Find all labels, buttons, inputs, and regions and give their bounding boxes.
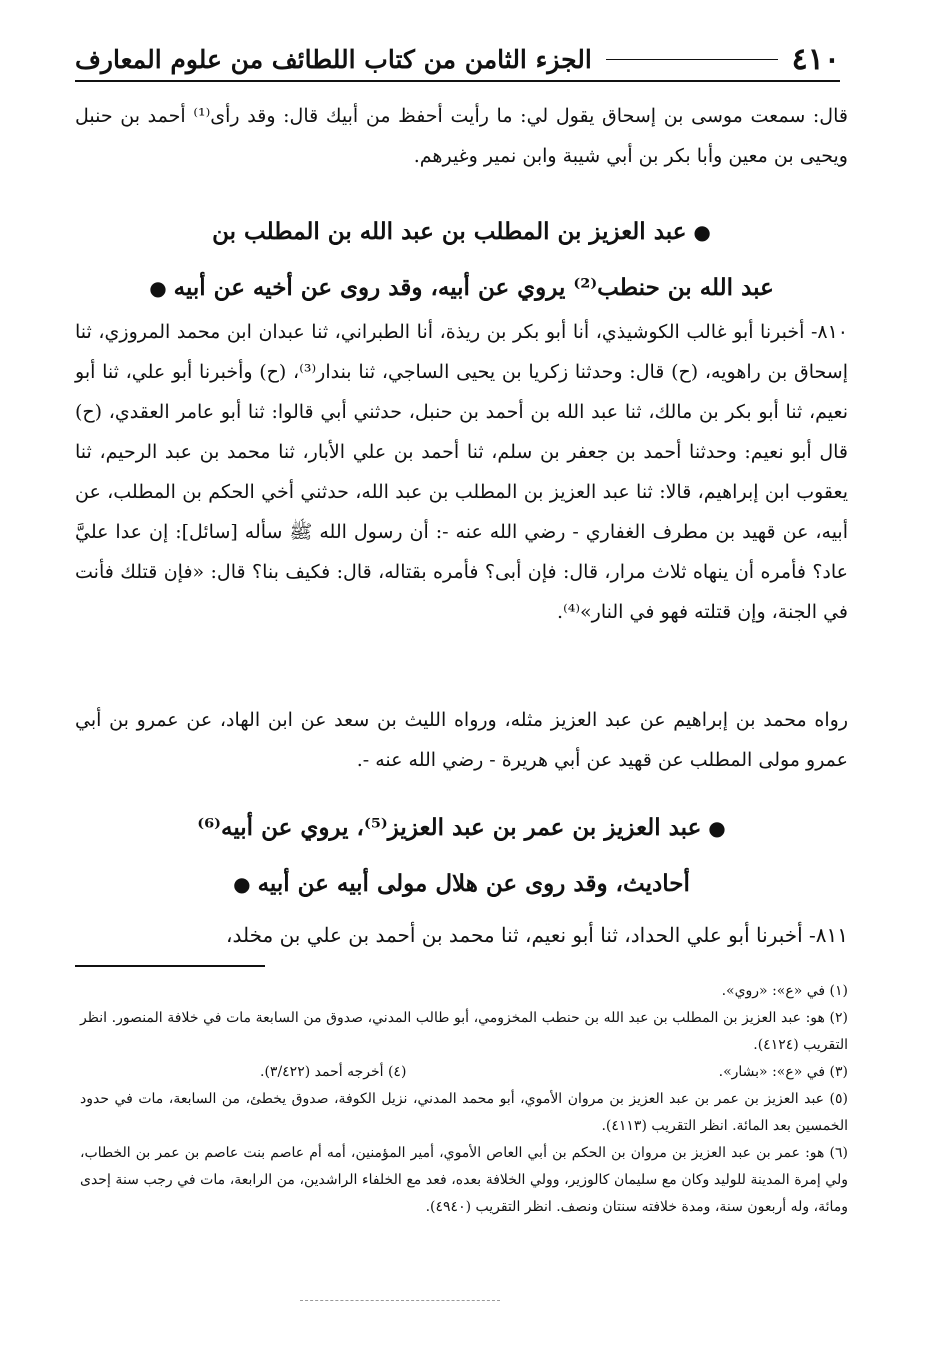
intro-text: قال: سمعت موسى بن إسحاق يقول لي: ما رأيت أحفظ من أبيك قال: وقد رأى⁽¹⁾ أحمد بن حنبل ويحيى بن معين وأبا بكر بن أبي شيبة وابن نمير وغيرهم. [75,105,848,167]
bullet-dot-icon: ● [233,872,258,896]
heading-2-line-1: عبد العزيز بن عمر بن عبد العزيز⁽⁵⁾، يروي عن أبيه⁽⁶⁾ [197,814,702,841]
heading-2-line-2: أحاديث، وقد روى عن هلال مولى أبيه عن أبيه [257,870,690,897]
footnote-4: (٤) أخرجه أحمد (٣/٤٢٢). [260,1064,407,1080]
scan-artifact-line [300,1300,500,1301]
footnote-row-3-4 [80,1059,848,1086]
footnote-separator [75,965,265,967]
page-header [75,38,840,82]
header-rule [606,59,778,60]
bullet-dot-icon: ● [686,220,711,244]
footnote-3: (٣) في «ع»: «بشار». [718,1064,848,1080]
page-number: ٤١٠ [791,41,840,77]
hadith-811-text: ٨١١- أخبرنا أبو علي الحداد، ثنا أبو نعيم، ثنا محمد بن أحمد بن علي بن مخلد، [226,923,848,947]
footnote-2: (٢) هو: عبد العزيز بن المطلب بن عبد الله بن حنطب المخزومي، أبو طالب المدني، صدوق من السابعة مات في خلافة المنصور. انظر التقريب (٤١٢٤). [80,1010,848,1053]
footnote-5: (٥) عبد العزيز بن عمر بن عبد العزيز بن مروان الأموي، أبو محمد المدني، نزيل الكوفة، صدوق يخطئ، من السابعة، مات في حدود الخمسين بعد المائة. انظر التقريب (٤١١٣). [80,1091,848,1134]
bullet-dot-icon: ● [701,816,726,840]
footnote-6: (٦) هو: عمر بن عبد العزيز بن مروان بن الحكم بن أبي العاص الأموي، أمير المؤمنين، أمه أم عاصم بنت عاصم بن عمر بن الخطاب، ولي إمرة المدينة للوليد وكان مع سليمان كالوزير، وولي الخلافة بعده، فعد مع الخلفاء الراشدين، من الرابعة، مات في رجب سنة إحدى ومائة، وله أربعون سنة، ومدة خلافته سنتان ونصف. انظر التقريب (٤٩٤٠). [80,1145,848,1215]
heading-1-line-1: عبد العزيز بن المطلب بن عبد الله بن المطلب بن [212,218,687,245]
intro-paragraph [75,96,848,176]
heading-1 [75,204,848,316]
running-title: الجزء الثامن من كتاب اللطائف من علوم المعارف [75,44,592,74]
heading-1-line-2: عبد الله بن حنطب⁽²⁾ يروي عن أبيه، وقد روى عن أخيه عن أبيه [173,274,774,301]
hadith-810-text: ٨١٠- أخبرنا أبو غالب الكوشيذي، أنا أبو بكر بن ريذة، أنا الطبراني، ثنا عبدان ابن محمد المروزي، ثنا إسحاق بن راهويه، (ح) قال: وحدثنا زكريا بن يحيى الساجي، ثنا بندار⁽³⁾، (ح) وأخبرنا أبو علي، ثنا أبو نعيم، ثنا أبو بكر بن مالك، ثنا عبد الله بن أحمد بن حنبل، حدثني أبي قالوا: ثنا أبو عامر العقدي، (ح) قال أبو نعيم: وحدثنا أحمد بن جعفر بن سلم، ثنا أحمد بن علي الأبار، ثنا محمد بن عبد الرحيم، ثنا يعقوب ابن إبراهيم، قالا: ثنا عبد العزيز بن المطلب بن عبد الله، حدثني أخي الحكم بن المطلب، عن أبيه، عن قهيد بن مطرف الغفاري - رضي الله عنه -: أن رسول الله ﷺ سأله [سائل]: إن عدا عليَّ عاد؟ فأمره أن ينهاه ثلاث مرار، قال: فإن أبى؟ فأمره بقتاله، قال: فكيف بنا؟ قال: «فإن قتلك فأنت في الجنة، وإن قتلته فهو في النار»⁽⁴⁾. [75,321,848,623]
heading-2 [75,800,848,912]
hadith-810 [75,312,848,632]
riwayah-paragraph [75,700,848,780]
hadith-811 [75,915,848,955]
bullet-dot-icon: ● [149,276,174,300]
footnote-1: (١) في «ع»: «روي». [721,983,848,999]
footnotes [80,978,848,1221]
riwayah-text: رواه محمد بن إبراهيم عن عبد العزيز مثله، ورواه الليث بن سعد عن ابن الهاد، عن عمرو بن أبي عمرو مولى المطلب عن قهيد عن أبي هريرة - رضي الله عنه -. [75,709,848,771]
